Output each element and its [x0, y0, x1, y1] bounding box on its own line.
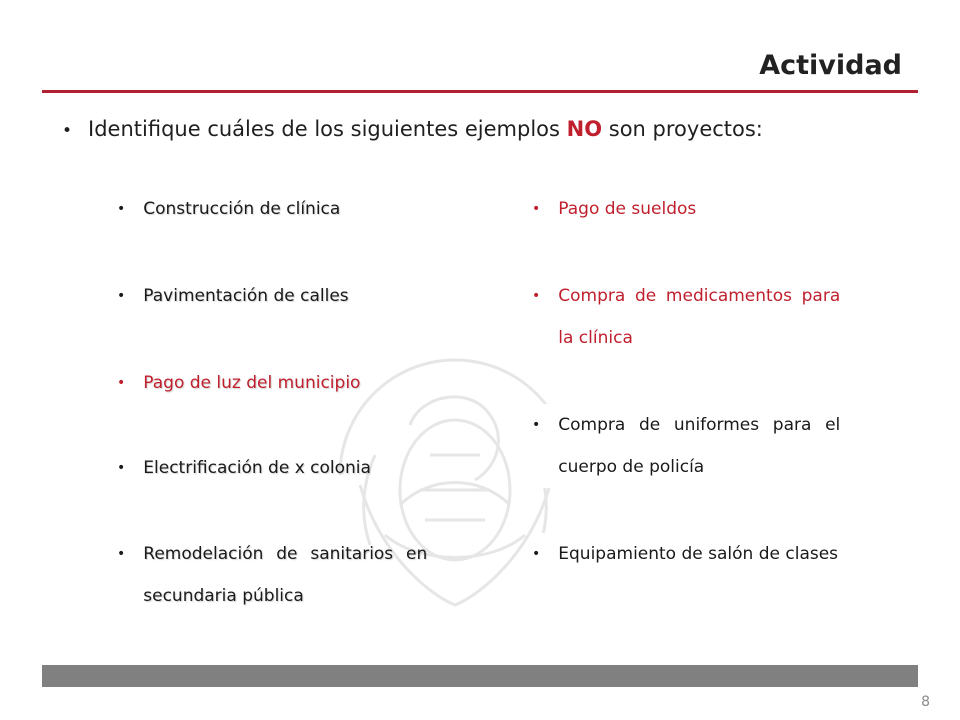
- list-item: [117, 447, 417, 489]
- bullet: •: [117, 375, 126, 391]
- intro-text: [88, 117, 763, 141]
- list-item-text: Pago de luz del municipio: [143, 373, 361, 393]
- bullet: •: [532, 546, 541, 562]
- list-item-text: Pavimentación de calles: [143, 286, 349, 306]
- list-item: [117, 275, 417, 317]
- footer-bar: [42, 665, 918, 687]
- list-item: [532, 188, 850, 230]
- bullet: •: [117, 201, 126, 217]
- bullet: •: [117, 288, 126, 304]
- intro-text-after: son proyectos:: [602, 117, 763, 141]
- title-rule: [42, 90, 918, 93]
- list-item-text: Compra de medicamentos para la clínica: [558, 286, 841, 348]
- list-item: [117, 533, 433, 617]
- list-item-text: Pago de sueldos: [558, 199, 697, 219]
- list-item-text: Construcción de clínica: [143, 199, 341, 219]
- intro-emphasis: NO: [566, 117, 603, 141]
- bullet: •: [117, 460, 126, 476]
- list-item: [117, 362, 417, 404]
- intro-text-before: Identifique cuáles de los siguientes ejemplos: [88, 117, 567, 141]
- intro-line: [62, 117, 922, 141]
- page-number: 8: [921, 694, 930, 710]
- list-item: [532, 533, 850, 575]
- list-item: [117, 188, 417, 230]
- bullet: •: [117, 546, 126, 562]
- list-item-text: Equipamiento de salón de clases: [558, 544, 839, 564]
- bullet: •: [532, 288, 541, 304]
- bullet: •: [532, 201, 541, 217]
- list-item-text: Remodelación de sanitarios en secundaria pública: [143, 544, 428, 606]
- intro-bullet: •: [62, 121, 73, 141]
- list-item-text: Electrificación de x colonia: [143, 458, 371, 478]
- list-item: [532, 404, 850, 488]
- list-item: [532, 275, 850, 359]
- list-item-text: Compra de uniformes para el cuerpo de policía: [558, 415, 841, 477]
- bullet: •: [532, 417, 541, 433]
- slide-title: Actividad: [759, 50, 902, 81]
